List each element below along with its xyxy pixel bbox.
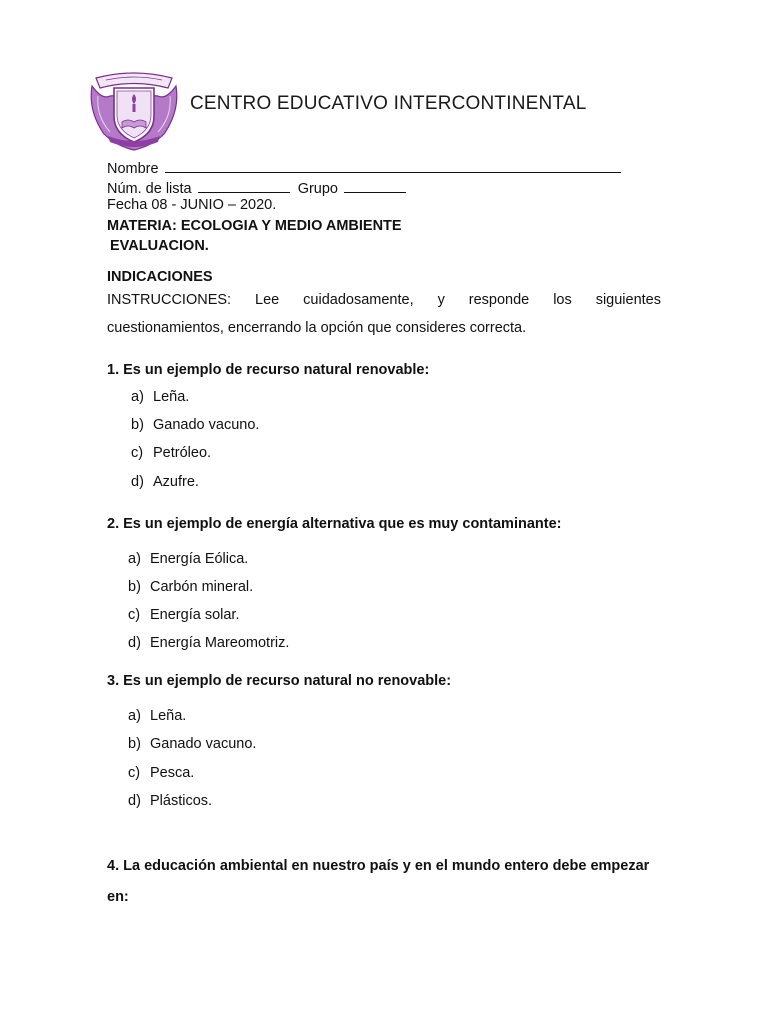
school-logo [86, 66, 182, 152]
option-text: Leña. [150, 708, 187, 724]
evaluation-title: EVALUACION. [110, 238, 209, 254]
group-label: Grupo [297, 181, 338, 197]
question-1: 1. Es un ejemplo de recurso natural renovable: [107, 362, 430, 378]
name-label: Nombre [107, 161, 159, 177]
question-1-option-c[interactable] [131, 445, 211, 461]
option-letter: a) [128, 551, 141, 567]
option-text: Plásticos. [150, 793, 213, 809]
option-text: Energía Eólica. [150, 551, 249, 567]
option-letter: d) [128, 793, 141, 809]
question-1-option-a[interactable] [131, 389, 189, 405]
question-3-option-c[interactable] [128, 765, 194, 781]
instructions-line-2: cuestionamientos, encerrando la opción que consideres correcta. [107, 320, 527, 336]
instructions-heading: INDICACIONES [107, 269, 213, 285]
school-name: CENTRO EDUCATIVO INTERCONTINENTAL [190, 93, 587, 114]
option-letter: b) [128, 579, 141, 595]
group-field[interactable] [344, 178, 406, 193]
option-text: Ganado vacuno. [153, 417, 260, 433]
question-4: 4. La educación ambiental en nuestro país y en el mundo entero debe empezar en: [107, 858, 650, 905]
option-text: Azufre. [153, 474, 199, 490]
date-line: Fecha 08 - JUNIO – 2020. [107, 197, 277, 213]
question-3-option-b[interactable] [128, 736, 256, 752]
question-3-option-d[interactable] [128, 793, 212, 809]
instructions-text [107, 286, 661, 342]
option-letter: a) [128, 708, 141, 724]
instructions-line-1: INSTRUCCIONES: Lee cuidadosamente, y responde los siguientes [107, 292, 661, 308]
name-field[interactable] [165, 158, 621, 173]
option-text: Carbón mineral. [150, 579, 254, 595]
option-letter: c) [128, 765, 141, 781]
option-text: Ganado vacuno. [150, 736, 257, 752]
option-letter: d) [131, 474, 144, 490]
question-2-option-c[interactable] [128, 607, 239, 623]
option-letter: a) [131, 389, 144, 405]
option-text: Energía solar. [150, 607, 240, 623]
option-text: Leña. [153, 389, 190, 405]
option-text: Pesca. [150, 765, 195, 781]
name-line [107, 158, 625, 177]
option-letter: b) [128, 736, 141, 752]
list-number-label: Núm. de lista [107, 181, 192, 197]
question-2-option-a[interactable] [128, 551, 248, 567]
question-2-option-d[interactable] [128, 635, 289, 651]
question-1-option-d[interactable] [131, 474, 199, 490]
subject-line: MATERIA: ECOLOGIA Y MEDIO AMBIENTE [107, 218, 402, 234]
option-letter: c) [131, 445, 144, 461]
list-number-field[interactable] [198, 178, 290, 193]
question-1-option-b[interactable] [131, 417, 259, 433]
option-letter: c) [128, 607, 141, 623]
question-3: 3. Es un ejemplo de recurso natural no renovable: [107, 673, 452, 689]
question-2-option-b[interactable] [128, 579, 253, 595]
question-2: 2. Es un ejemplo de energía alternativa que es muy contaminante: [107, 516, 562, 532]
list-group-line [107, 178, 410, 197]
question-3-option-a[interactable] [128, 708, 186, 724]
option-letter: b) [131, 417, 144, 433]
option-text: Petróleo. [153, 445, 212, 461]
option-text: Energía Mareomotriz. [150, 635, 290, 651]
option-letter: d) [128, 635, 141, 651]
